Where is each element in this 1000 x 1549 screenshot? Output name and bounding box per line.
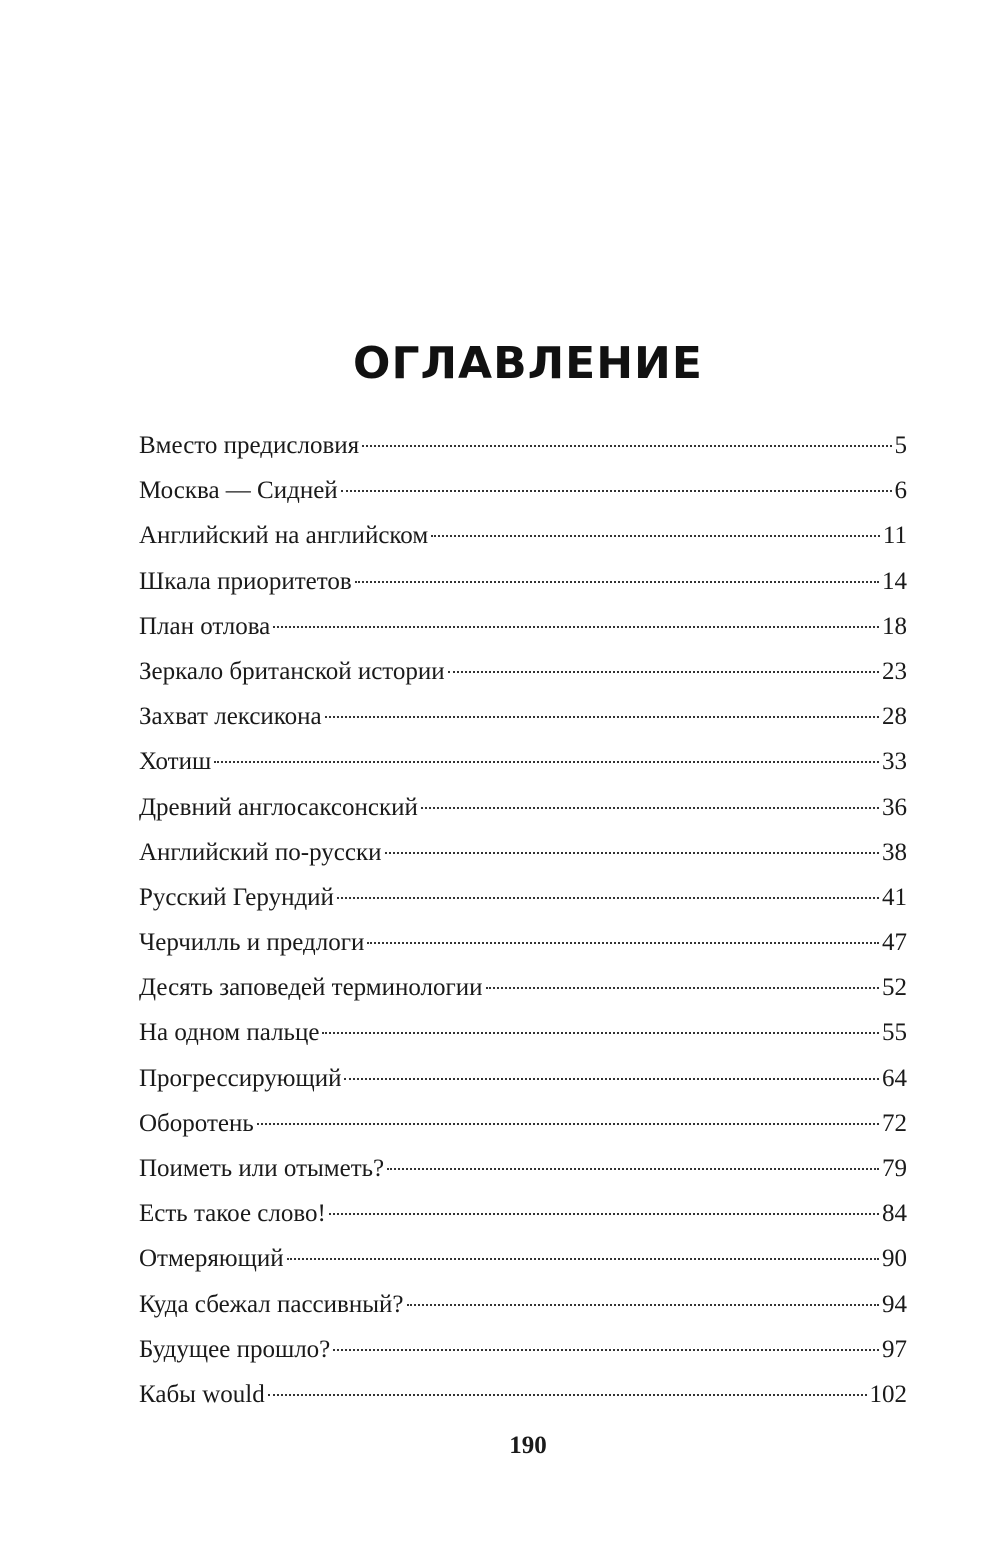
toc-entry-title: Десять заповедей терминологии bbox=[139, 974, 483, 1002]
toc-entry-title: Кабы would bbox=[139, 1380, 265, 1408]
toc-entry-page: 14 bbox=[882, 567, 907, 595]
dot-leader bbox=[268, 1394, 867, 1396]
dot-leader bbox=[421, 807, 879, 809]
toc-entry-page: 52 bbox=[882, 974, 907, 1002]
toc-entry[interactable] bbox=[139, 739, 907, 784]
toc-entry-title: Москва — Сидней bbox=[139, 477, 338, 505]
toc-entry-page: 18 bbox=[882, 612, 907, 640]
toc-entry[interactable] bbox=[139, 965, 907, 1010]
toc-entry-page: 47 bbox=[882, 929, 907, 957]
toc-entry[interactable] bbox=[139, 830, 907, 875]
toc-entry-title: Оборотень bbox=[139, 1109, 254, 1137]
toc-entry-title: Есть такое слово! bbox=[139, 1200, 326, 1228]
toc-entry[interactable] bbox=[139, 920, 907, 965]
toc-entry-page: 5 bbox=[894, 432, 907, 459]
dot-leader bbox=[387, 1168, 879, 1170]
toc-entry-page: 55 bbox=[882, 1019, 907, 1047]
toc-entry-title: Шкала приоритетов bbox=[139, 567, 352, 595]
toc-entry[interactable] bbox=[139, 785, 907, 830]
dot-leader bbox=[329, 1213, 879, 1215]
toc-entry[interactable] bbox=[139, 875, 907, 920]
toc-entry-page: 84 bbox=[882, 1200, 907, 1228]
toc-entry-page: 23 bbox=[882, 657, 907, 685]
table-of-contents bbox=[139, 423, 907, 1417]
toc-entry[interactable] bbox=[139, 423, 907, 468]
dot-leader bbox=[407, 1304, 880, 1306]
dot-leader bbox=[325, 716, 879, 718]
dot-leader bbox=[385, 852, 880, 854]
toc-entry[interactable] bbox=[139, 1282, 907, 1327]
toc-entry-page: 94 bbox=[882, 1290, 907, 1318]
toc-entry-title: Черчилль и предлоги bbox=[139, 929, 365, 957]
toc-entry[interactable] bbox=[139, 1372, 907, 1417]
toc-entry-page: 33 bbox=[882, 748, 907, 776]
toc-entry[interactable] bbox=[139, 1056, 907, 1101]
toc-entry[interactable] bbox=[139, 694, 907, 739]
toc-entry-title: Вместо предисловия bbox=[139, 432, 360, 459]
toc-entry-title: Поиметь или отыметь? bbox=[139, 1155, 385, 1182]
dot-leader bbox=[355, 581, 879, 583]
toc-entry-page: 97 bbox=[882, 1335, 907, 1363]
dot-leader bbox=[257, 1123, 879, 1125]
page-number: 190 bbox=[509, 1432, 547, 1459]
toc-entry-title: Зеркало британской истории bbox=[139, 657, 445, 685]
dot-leader bbox=[486, 987, 879, 989]
toc-entry-page: 102 bbox=[869, 1380, 907, 1408]
toc-entry-page: 11 bbox=[882, 522, 907, 550]
toc-entry-title: План отлова bbox=[139, 612, 271, 640]
toc-entry-page: 79 bbox=[882, 1155, 907, 1182]
toc-entry-page: 41 bbox=[882, 883, 907, 911]
toc-entry[interactable] bbox=[139, 1010, 907, 1055]
dot-leader bbox=[448, 671, 879, 673]
toc-entry-title: Захват лексикона bbox=[139, 703, 322, 731]
dot-leader bbox=[287, 1258, 879, 1260]
dot-leader bbox=[214, 761, 879, 763]
toc-entry[interactable] bbox=[139, 1236, 907, 1281]
toc-entry-page: 64 bbox=[882, 1064, 907, 1092]
toc-entry[interactable] bbox=[139, 513, 907, 558]
dot-leader bbox=[322, 1032, 879, 1034]
dot-leader bbox=[337, 897, 879, 899]
toc-entry-page: 36 bbox=[882, 793, 907, 821]
toc-entry[interactable] bbox=[139, 649, 907, 694]
toc-entry-title: Прогрессирующий bbox=[139, 1064, 342, 1092]
toc-entry[interactable] bbox=[139, 1191, 907, 1236]
toc-entry[interactable] bbox=[139, 559, 907, 604]
toc-entry-page: 28 bbox=[882, 703, 907, 731]
toc-entry-title: Английский по-русски bbox=[139, 838, 382, 866]
toc-entry-page: 90 bbox=[882, 1245, 907, 1273]
toc-entry-title: Куда сбежал пассивный? bbox=[139, 1290, 404, 1318]
page-title: ОГЛАВЛЕНИЕ bbox=[353, 338, 703, 389]
dot-leader bbox=[367, 942, 879, 944]
toc-entry-title: Будущее прошло? bbox=[139, 1335, 331, 1363]
toc-entry[interactable] bbox=[139, 604, 907, 649]
toc-entry[interactable] bbox=[139, 1101, 907, 1146]
toc-entry-page: 6 bbox=[894, 477, 907, 505]
toc-entry-page: 38 bbox=[882, 838, 907, 866]
dot-leader bbox=[341, 490, 892, 492]
dot-leader bbox=[344, 1078, 879, 1080]
dot-leader bbox=[431, 535, 880, 537]
toc-entry-title: Английский на английском bbox=[139, 522, 429, 550]
dot-leader bbox=[273, 626, 879, 628]
dot-leader bbox=[362, 445, 891, 447]
toc-entry-title: Древний англосаксонский bbox=[139, 793, 418, 821]
toc-entry-title: Русский Герундий bbox=[139, 883, 334, 911]
toc-entry-title: Хотиш bbox=[139, 748, 212, 776]
toc-entry-page: 72 bbox=[882, 1109, 907, 1137]
toc-entry[interactable] bbox=[139, 1327, 907, 1372]
dot-leader bbox=[333, 1349, 879, 1351]
toc-entry-title: На одном пальце bbox=[139, 1019, 320, 1047]
toc-entry[interactable] bbox=[139, 468, 907, 513]
toc-entry[interactable] bbox=[139, 1146, 907, 1191]
toc-entry-title: Отмеряющий bbox=[139, 1245, 284, 1273]
